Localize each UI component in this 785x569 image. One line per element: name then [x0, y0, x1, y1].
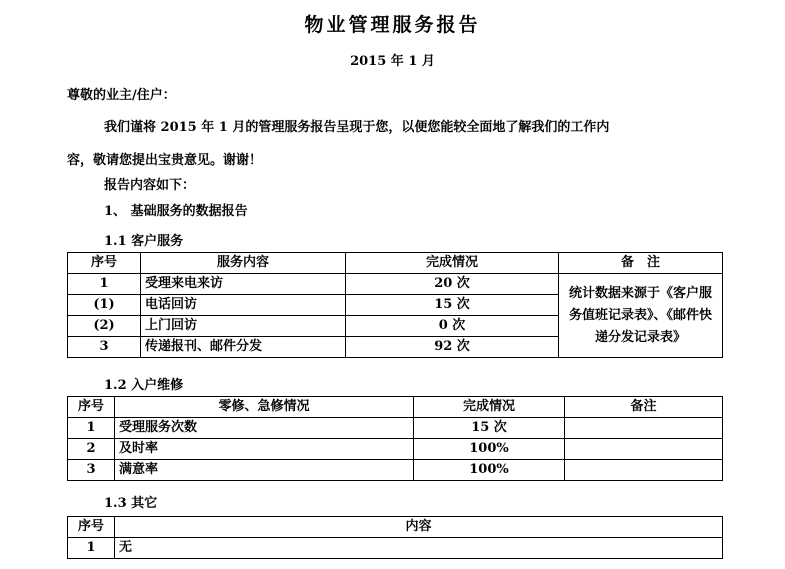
- completion-status: 0 次: [346, 316, 559, 337]
- contents-label: 报告内容如下：: [104, 178, 196, 193]
- remark-note: 统计数据来源于《客户服务值班记录表》、《邮件快递分发记录表》: [559, 274, 723, 358]
- table-header-row: [68, 397, 723, 418]
- table-header-cell: 序号: [68, 517, 115, 538]
- table-header-cell: 完成情况: [414, 397, 565, 418]
- service-content: 上门回访: [141, 316, 346, 337]
- row-number: 1: [68, 274, 141, 295]
- table-row: [68, 439, 723, 460]
- report-date: 2015 年 1 月: [350, 54, 435, 69]
- subsection-1-2-title: 1.2 入户维修: [104, 378, 184, 393]
- completion-status: 20 次: [346, 274, 559, 295]
- row-number: 1: [68, 418, 115, 439]
- subsection-1-3-title: 1.3 其它: [104, 496, 158, 511]
- other-table: [67, 516, 723, 559]
- table-header-cell: 零修、急修情况: [115, 397, 414, 418]
- row-number: 1: [68, 538, 115, 559]
- service-content: 受理来电来访: [141, 274, 346, 295]
- table-header-row: [68, 253, 723, 274]
- repair-item: 及时率: [115, 439, 414, 460]
- subsection-1-1-title: 1.1 客户服务: [104, 234, 184, 249]
- table-header-cell: 备注: [565, 397, 723, 418]
- row-number: (2): [68, 316, 141, 337]
- row-number: 3: [68, 460, 115, 481]
- service-content: 传递报刊、邮件分发: [141, 337, 346, 358]
- page-title: 物业管理服务报告: [304, 14, 481, 36]
- repair-item: 满意率: [115, 460, 414, 481]
- customer-service-table: [67, 252, 723, 358]
- table-row: [68, 538, 723, 559]
- intro-line-2: 容，敬请您提出宝贵意见。谢谢！: [67, 153, 263, 168]
- section-1-title: 1、 基础服务的数据报告: [104, 204, 248, 219]
- other-content: 无: [115, 538, 723, 559]
- table-row: [68, 418, 723, 439]
- greeting: 尊敬的业主/住户：: [67, 88, 176, 103]
- completion-status: 100%: [414, 439, 565, 460]
- table-header-cell: 序号: [68, 253, 141, 274]
- row-number: 2: [68, 439, 115, 460]
- row-number: (1): [68, 295, 141, 316]
- table-header-cell: 内容: [115, 517, 723, 538]
- table-row: [68, 274, 723, 295]
- remark: [565, 418, 723, 439]
- table-header-cell: 序号: [68, 397, 115, 418]
- table-header-cell: 服务内容: [141, 253, 346, 274]
- completion-status: 15 次: [346, 295, 559, 316]
- row-number: 3: [68, 337, 141, 358]
- table-row: [68, 460, 723, 481]
- home-repair-table: [67, 396, 723, 481]
- remark: [565, 460, 723, 481]
- completion-status: 100%: [414, 460, 565, 481]
- service-content: 电话回访: [141, 295, 346, 316]
- table-header-cell: 备 注: [559, 253, 723, 274]
- table-header-row: [68, 517, 723, 538]
- intro-line-1: 我们谨将 2015 年 1 月的管理服务报告呈现于您，以便您能较全面地了解我们的工作内: [104, 120, 610, 135]
- completion-status: 15 次: [414, 418, 565, 439]
- remark: [565, 439, 723, 460]
- repair-item: 受理服务次数: [115, 418, 414, 439]
- table-header-cell: 完成情况: [346, 253, 559, 274]
- completion-status: 92 次: [346, 337, 559, 358]
